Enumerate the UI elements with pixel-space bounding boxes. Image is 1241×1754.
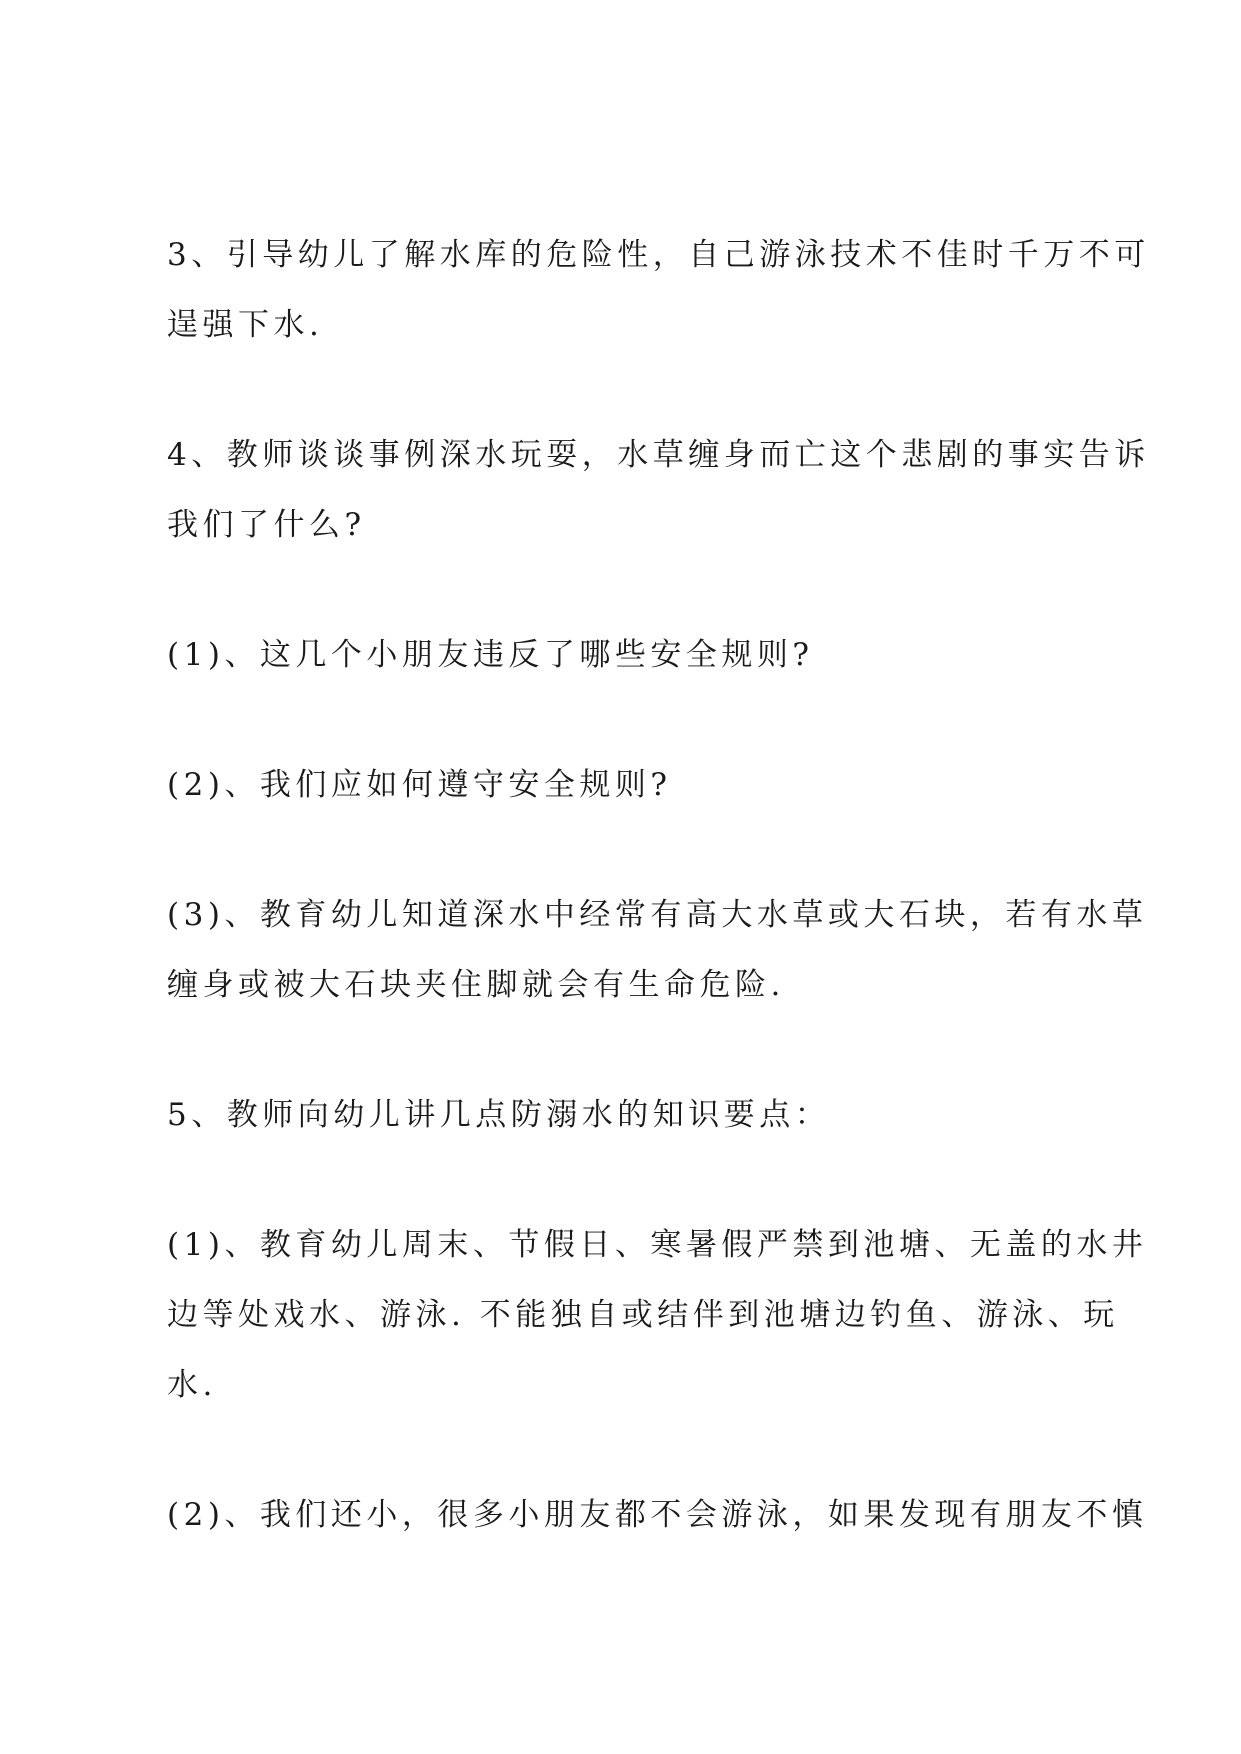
- text-line: 缠身或被大石块夹住脚就会有生命危险.: [167, 967, 785, 1003]
- paragraph-point-3: [167, 880, 1148, 1020]
- text-line: (3)、教育幼儿知道深水中经常有高大水草或大石块，若有水草: [167, 897, 1148, 933]
- text-line: 我们了什么?: [167, 507, 366, 543]
- text-line: 逞强下水.: [167, 307, 324, 343]
- paragraph-question-1: [167, 620, 1087, 690]
- paragraph-teacher-example: [167, 420, 1150, 560]
- paragraph-rule-2: [167, 1480, 1148, 1550]
- document-body: [167, 220, 1150, 1610]
- paragraph-knowledge-points: [167, 1080, 1087, 1150]
- text-line: (1)、教育幼儿周末、节假日、寒暑假严禁到池塘、无盖的水井: [167, 1227, 1148, 1263]
- paragraph-reservoir-danger: [167, 220, 1150, 360]
- text-line: 4、教师谈谈事例深水玩耍，水草缠身而亡这个悲剧的事实告诉: [167, 437, 1150, 473]
- text-line: (2)、我们还小，很多小朋友都不会游泳，如果发现有朋友不慎: [167, 1497, 1148, 1533]
- text-line: 5、教师向幼儿讲几点防溺水的知识要点：: [167, 1097, 831, 1133]
- text-line: 边等处戏水、游泳. 不能独自或结伴到池塘边钓鱼、游泳、玩: [167, 1297, 1119, 1333]
- text-line: (1)、这几个小朋友违反了哪些安全规则?: [167, 637, 814, 673]
- text-line: (2)、我们应如何遵守安全规则?: [167, 767, 672, 803]
- text-line: 3、引导幼儿了解水库的危险性，自己游泳技术不佳时千万不可: [167, 237, 1150, 273]
- paragraph-rule-1: [167, 1210, 1148, 1420]
- paragraph-question-2: [167, 750, 1087, 820]
- text-line: 水.: [167, 1367, 217, 1403]
